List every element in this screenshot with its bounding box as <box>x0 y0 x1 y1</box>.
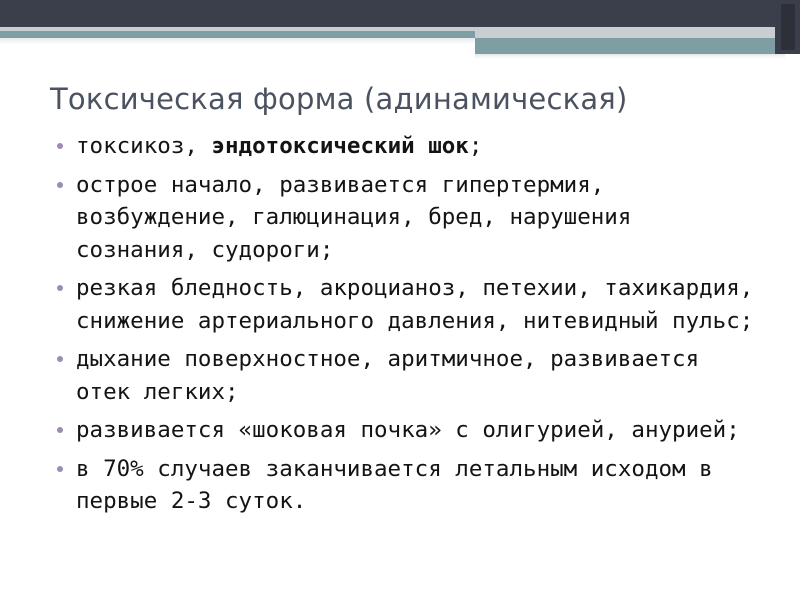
bullet-dot-icon <box>57 427 63 433</box>
bullet-list <box>50 130 765 524</box>
bullet-item-shock-kidney <box>50 414 765 447</box>
slide-title: Токсическая форма (адинамическая) <box>50 82 628 116</box>
bullet-dot-icon <box>57 356 63 362</box>
bullet-item-toxicosis <box>50 130 765 163</box>
bullet-text-bold: эндотоксический шок <box>211 133 469 159</box>
bullet-dot-icon <box>57 143 63 149</box>
header-stripe-right <box>475 38 775 54</box>
bullet-item-breathing <box>50 343 765 408</box>
bullet-text: резкая бледность, акроцианоз, петехии, тахикардия, снижение артериального давления, нитевидный пульс; <box>76 275 754 334</box>
bullet-dot-icon <box>57 285 63 291</box>
bullet-item-acute-onset <box>50 169 765 267</box>
bullet-text: дыхание поверхностное, аритмичное, развивается отек легких; <box>76 346 700 405</box>
bullet-text: развивается «шоковая почка» с олигурией, анурией; <box>76 417 740 443</box>
bullet-text: в 70% случаев заканчивается летальным исходом в первые 2-3 суток. <box>76 455 713 514</box>
bullet-text-end: ; <box>468 133 483 159</box>
header-band-dark <box>0 0 800 27</box>
bullet-item-pallor <box>50 272 765 337</box>
header-shadow-left <box>0 38 475 44</box>
bullet-dot-icon <box>57 182 63 188</box>
header-corner-inner <box>781 4 795 50</box>
bullet-dot-icon <box>57 466 63 472</box>
bullet-text: токсикоз, <box>76 133 212 159</box>
bullet-text: острое начало, развивается гипертермия, возбуждение, галюцинация, бред, нарушения сознания, судороги; <box>76 171 632 263</box>
header-stripe-left <box>0 31 475 38</box>
bullet-item-mortality <box>50 453 765 518</box>
header-shadow-right <box>475 54 785 59</box>
